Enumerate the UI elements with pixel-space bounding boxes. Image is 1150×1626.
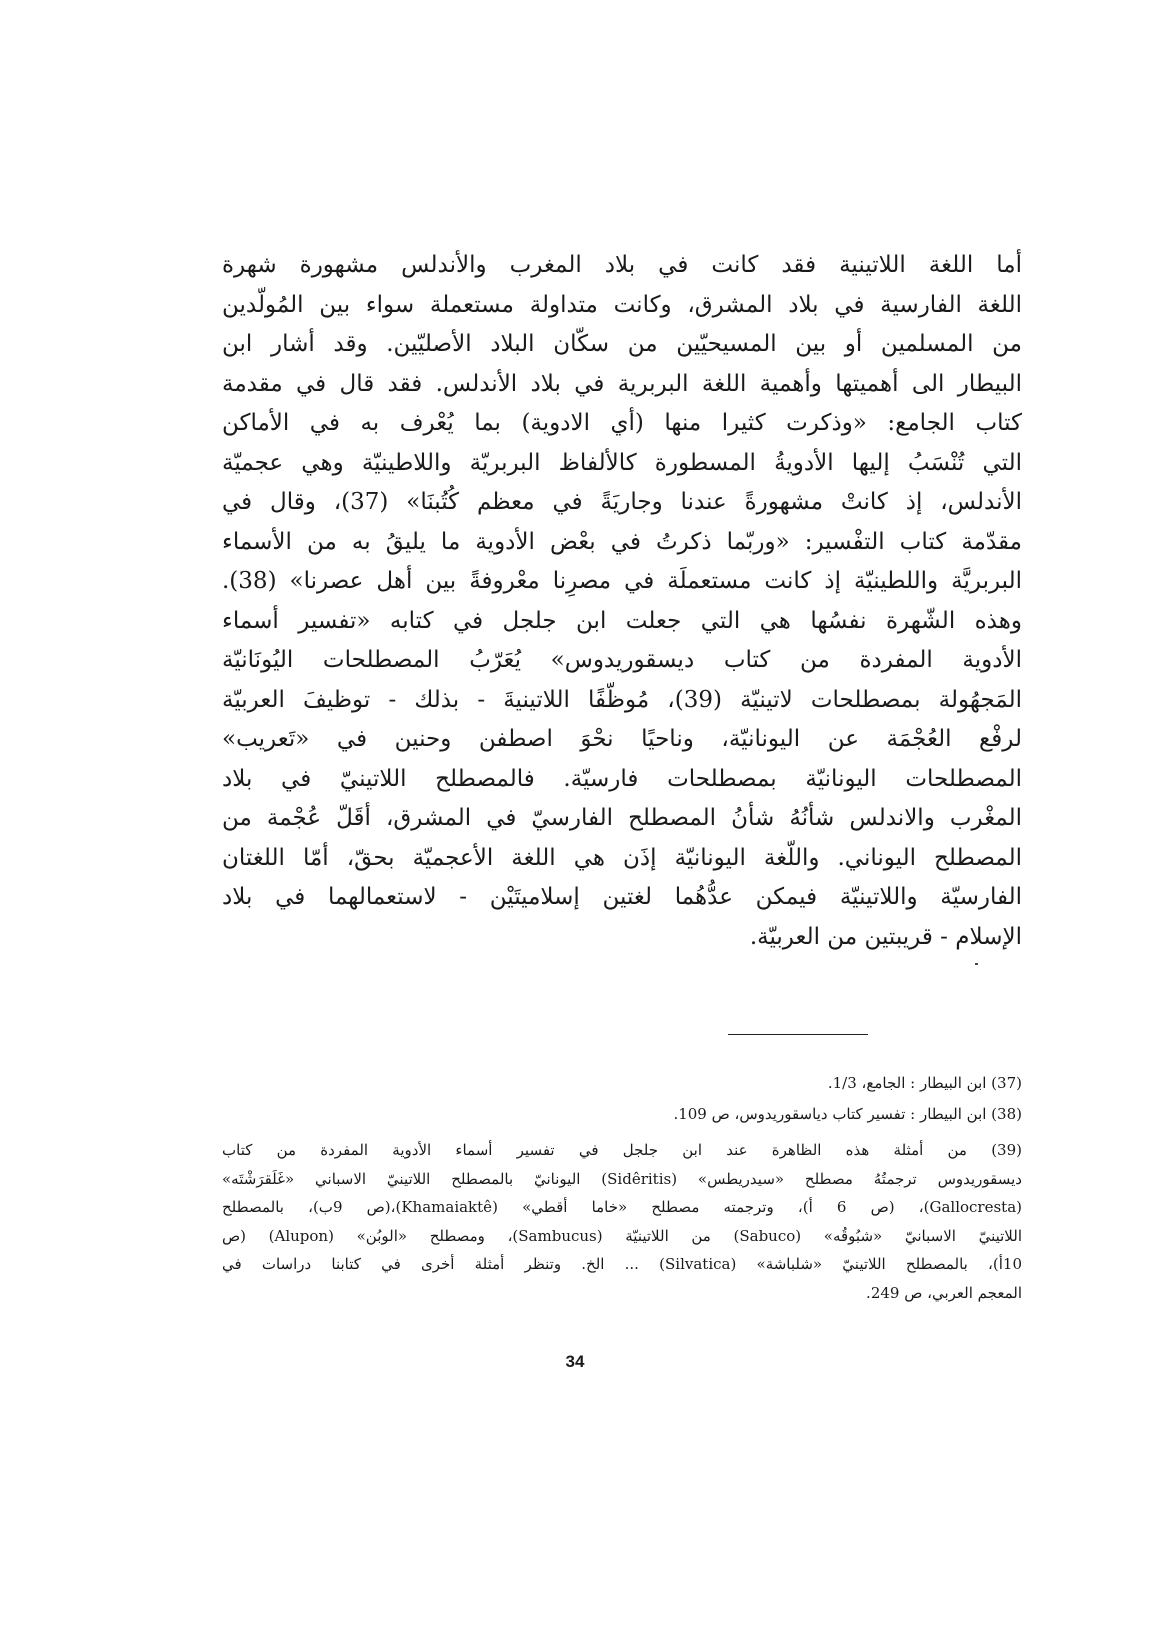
footnote-39 bbox=[222, 1136, 1022, 1307]
body-line: الفارسيّة واللاتينيّة فيمكن عدُّهُما لغتين إسلاميتَيْن - لاستعمالهما في بلاد bbox=[222, 884, 1022, 910]
footnote-divider bbox=[728, 1034, 868, 1035]
footnote-39-line: 10أ)، بالمصطلح اللاتينيّ «شلباشة» (Silvatica) ... الخ. وتنظر أمثلة أخرى في كتابنا دراسات في bbox=[222, 1255, 1022, 1273]
body-line: الإسلام - قريبتين من العربيّة. bbox=[749, 923, 1022, 950]
body-line: اللغة الفارسية في بلاد المشرق، وكانت متداولة مستعملة سواء بين المُولّدين bbox=[222, 291, 1022, 318]
body-line: الأندلس، إذ كانتْ مشهورةً عندنا وجاريَةً في معظم كُتُبنَا» (37)، وقال في bbox=[222, 489, 1022, 515]
body-line: لرفْع العُجْمَة عن اليونانيّة، وناحيًا نحْوَ اصطفن وحنين في «تَعريب» bbox=[222, 726, 1022, 752]
body-line: مقدّمة كتاب التفْسير: «وربّما ذكرتُ في بعْض الأدوية ما يليقُ به من الأسماء bbox=[222, 528, 1022, 555]
body-line: المَجهُولة بمصطلحات لاتينيّة (39)، مُوظّفًا اللاتينيةَ - بذلك - توظيفَ العربيّة bbox=[222, 686, 1022, 713]
footnote-39-line: (39) من أمثلة هذه الظاهرة عند ابن جلجل في تفسير أسماء الأدوية المفردة من كتاب bbox=[222, 1141, 1022, 1159]
footnote-39-line: المعجم العربي، ص 249. bbox=[866, 1283, 1022, 1302]
footnote-39-line: (Gallocresta)، (ص 6 أ)، وترجمته مصطلح «خاما أقطي» (Khamaiaktê)،(ص 9ب)، بالمصطلح bbox=[222, 1198, 1022, 1216]
footnotes bbox=[222, 1068, 1022, 1307]
body-line: وهذه الشّهرة نفسُها هي التي جعلت ابن جلجل في كتابه «تفسير أسماء bbox=[222, 607, 1022, 634]
body-line: المصطلحات اليونانيّة بمصطلحات فارسيّة. فالمصطلح اللاتينيّ في بلاد bbox=[222, 765, 1022, 792]
footnote-39-line: اللاتينيّ الاسبانيّ «شبُوقُه» (Sabuco) من اللاتينيّة (Sambucus)، ومصطلح «الوبُن» (Alupon) (ص bbox=[222, 1226, 1022, 1245]
body-line: التي تُنْسَبُ إليها الأدويةُ المسطورة كالألفاظ البربريّة واللاطينيّة وهي عجميّة bbox=[222, 449, 1022, 476]
footnote-39-line: ديسقوريدوس ترجمتُهُ مصطلح «سيدريطس» (Sidêritis) اليونانيّ بالمصطلح اللاتينيّ الاسباني «غَلَقرَشْتَه» bbox=[222, 1169, 1022, 1188]
body-line: المغْرب والاندلس شأنُهُ شأنُ المصطلح الفارسيّ في المشرق، أقَلّ عُجْمة من bbox=[222, 805, 1022, 831]
body-line: أما اللغة اللاتينية فقد كانت في بلاد المغرب والأندلس مشهورة شهرة bbox=[222, 252, 1022, 278]
page-number: 34 bbox=[565, 1352, 585, 1371]
body-line: المصطلح اليوناني. واللّغة اليونانيّة إذَن هي اللغة الأعجميّة بحقّ، أمّا اللغتان bbox=[222, 844, 1022, 871]
footnote-37: (37) ابن البيطار : الجامع، 1/3. bbox=[827, 1074, 1022, 1092]
scan-speck bbox=[975, 963, 978, 965]
body-line: كتاب الجامع: «وذكرت كثيرا منها (أي الادوية) بما يُعْرف به في الأماكن bbox=[222, 410, 1022, 436]
body-line: البيطار الى أهميتها وأهمية اللغة البربرية في بلاد الأندلس. فقد قال في مقدمة bbox=[222, 370, 1022, 397]
body-line: البربريَّة واللطينيّة إذ كانت مستعملَة في مصرِنا معْروفةً بين أهل عصرنا» (38). bbox=[222, 568, 1022, 594]
body-line: الأدوية المفردة من كتاب ديسقوريدوس» يُعَرّبُ المصطلحات اليُونَانيّة bbox=[222, 647, 1022, 673]
footnote-38: (38) ابن البيطار : تفسير كتاب دياسقوريدوس، ص 109. bbox=[673, 1105, 1022, 1123]
body-line: من المسلمين أو بين المسيحيّين من سكّان البلاد الأصليّين. وقد أشار ابن bbox=[222, 331, 1022, 357]
main-paragraph bbox=[222, 246, 1022, 957]
